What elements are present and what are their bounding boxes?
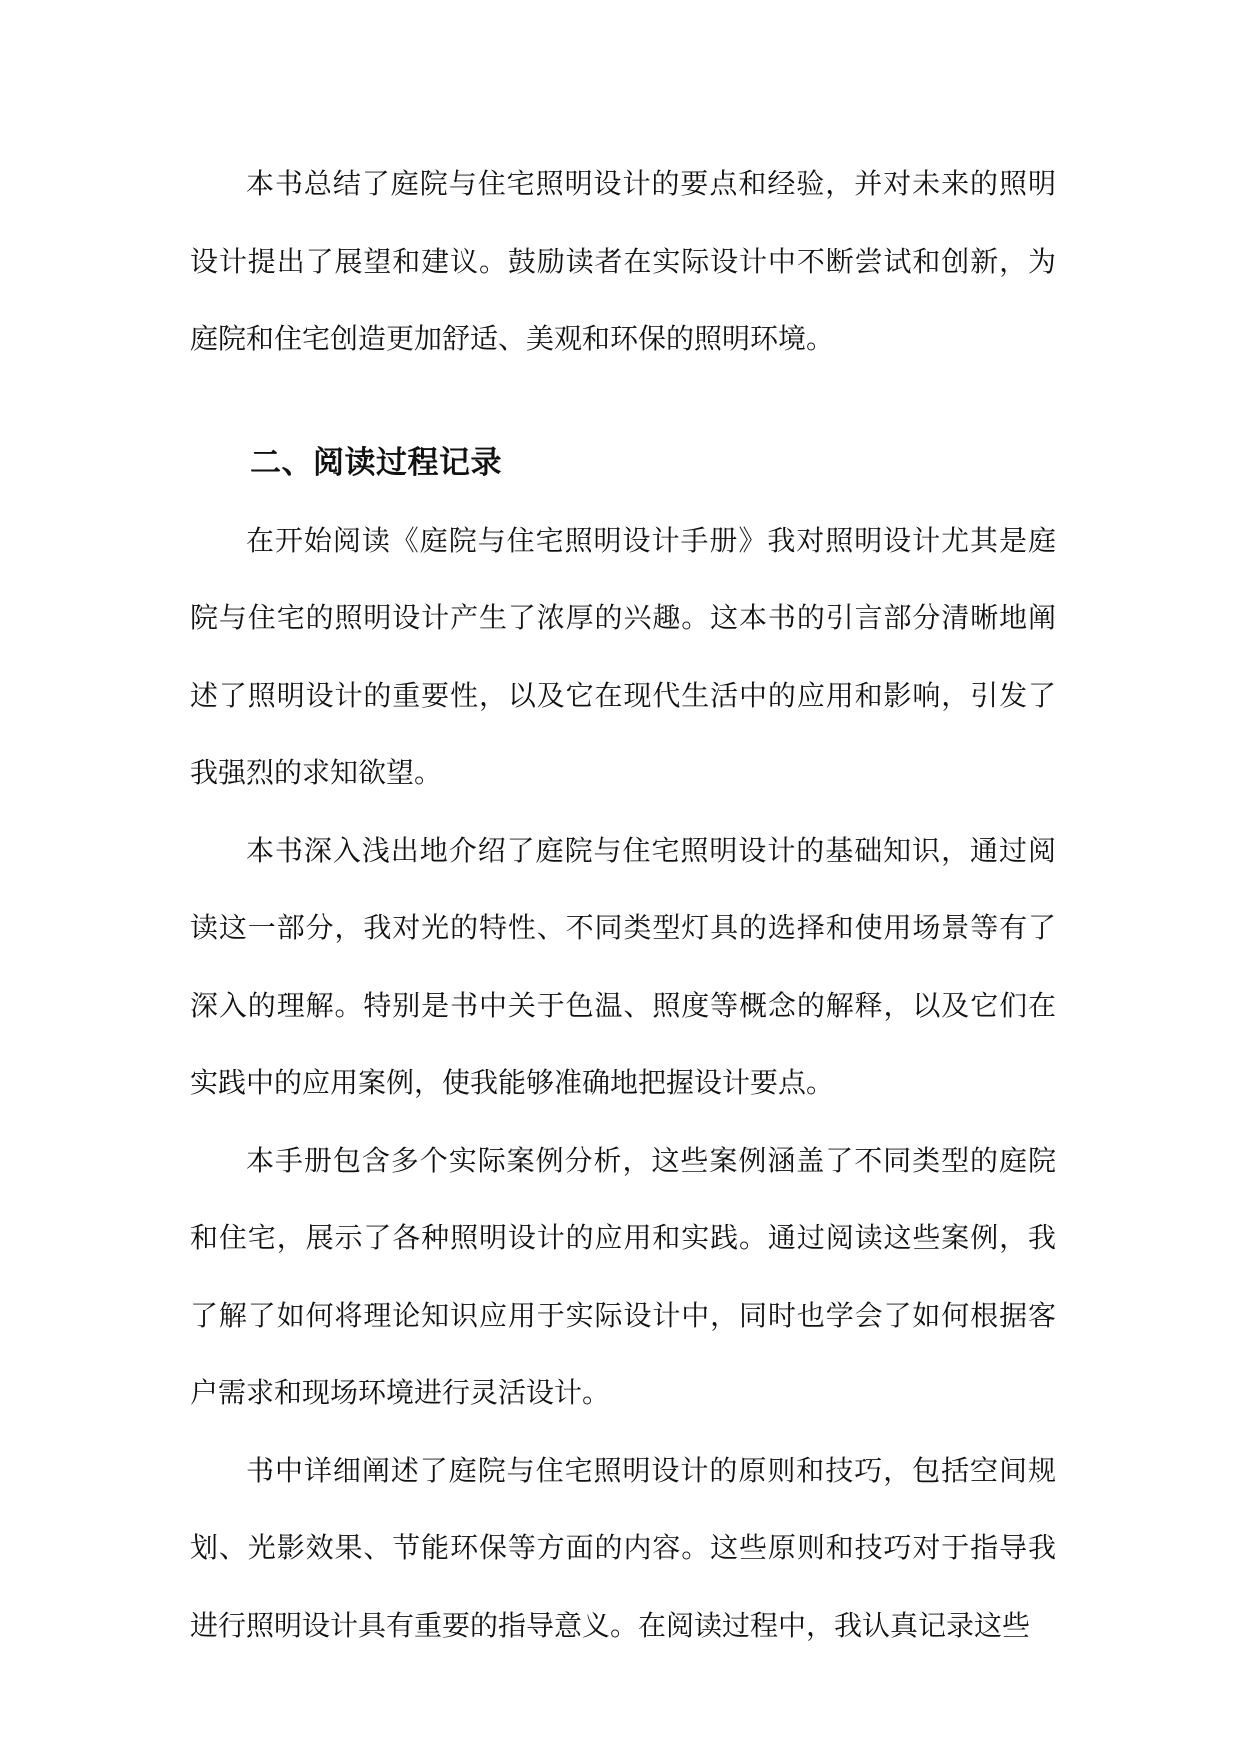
body-paragraph-1: 在开始阅读《庭院与住宅照明设计手册》我对照明设计尤其是庭院与住宅的照明设计产生了浓厚的兴趣。这本书的引言部分清晰地阐述了照明设计的重要性，以及它在现代生活中的应用和影响，引发了我强烈的求知欲望。	[190, 523, 1056, 789]
intro-paragraph: 本书总结了庭院与住宅照明设计的要点和经验，并对未来的照明设计提出了展望和建议。鼓励读者在实际设计中不断尝试和创新，为庭院和住宅创造更加舒适、美观和环保的照明环境。	[190, 167, 1056, 355]
document-body	[190, 145, 1056, 1664]
body-paragraph-4: 书中详细阐述了庭院与住宅照明设计的原则和技巧，包括空间规划、光影效果、节能环保等方面的内容。这些原则和技巧对于指导我进行照明设计具有重要的指导意义。在阅读过程中，我认真记录这些	[190, 1453, 1056, 1642]
section-heading: 二、阅读过程记录	[250, 444, 502, 481]
body-paragraph-2: 本书深入浅出地介绍了庭院与住宅照明设计的基础知识，通过阅读这一部分，我对光的特性、不同类型灯具的选择和使用场景等有了深入的理解。特别是书中关于色温、照度等概念的解释，以及它们在实践中的应用案例，使我能够准确地把握设计要点。	[190, 833, 1056, 1099]
body-paragraph-3: 本手册包含多个实际案例分析，这些案例涵盖了不同类型的庭院和住宅，展示了各种照明设计的应用和实践。通过阅读这些案例，我了解了如何将理论知识应用于实际设计中，同时也学会了如何根据客户需求和现场环境进行灵活设计。	[190, 1143, 1056, 1409]
